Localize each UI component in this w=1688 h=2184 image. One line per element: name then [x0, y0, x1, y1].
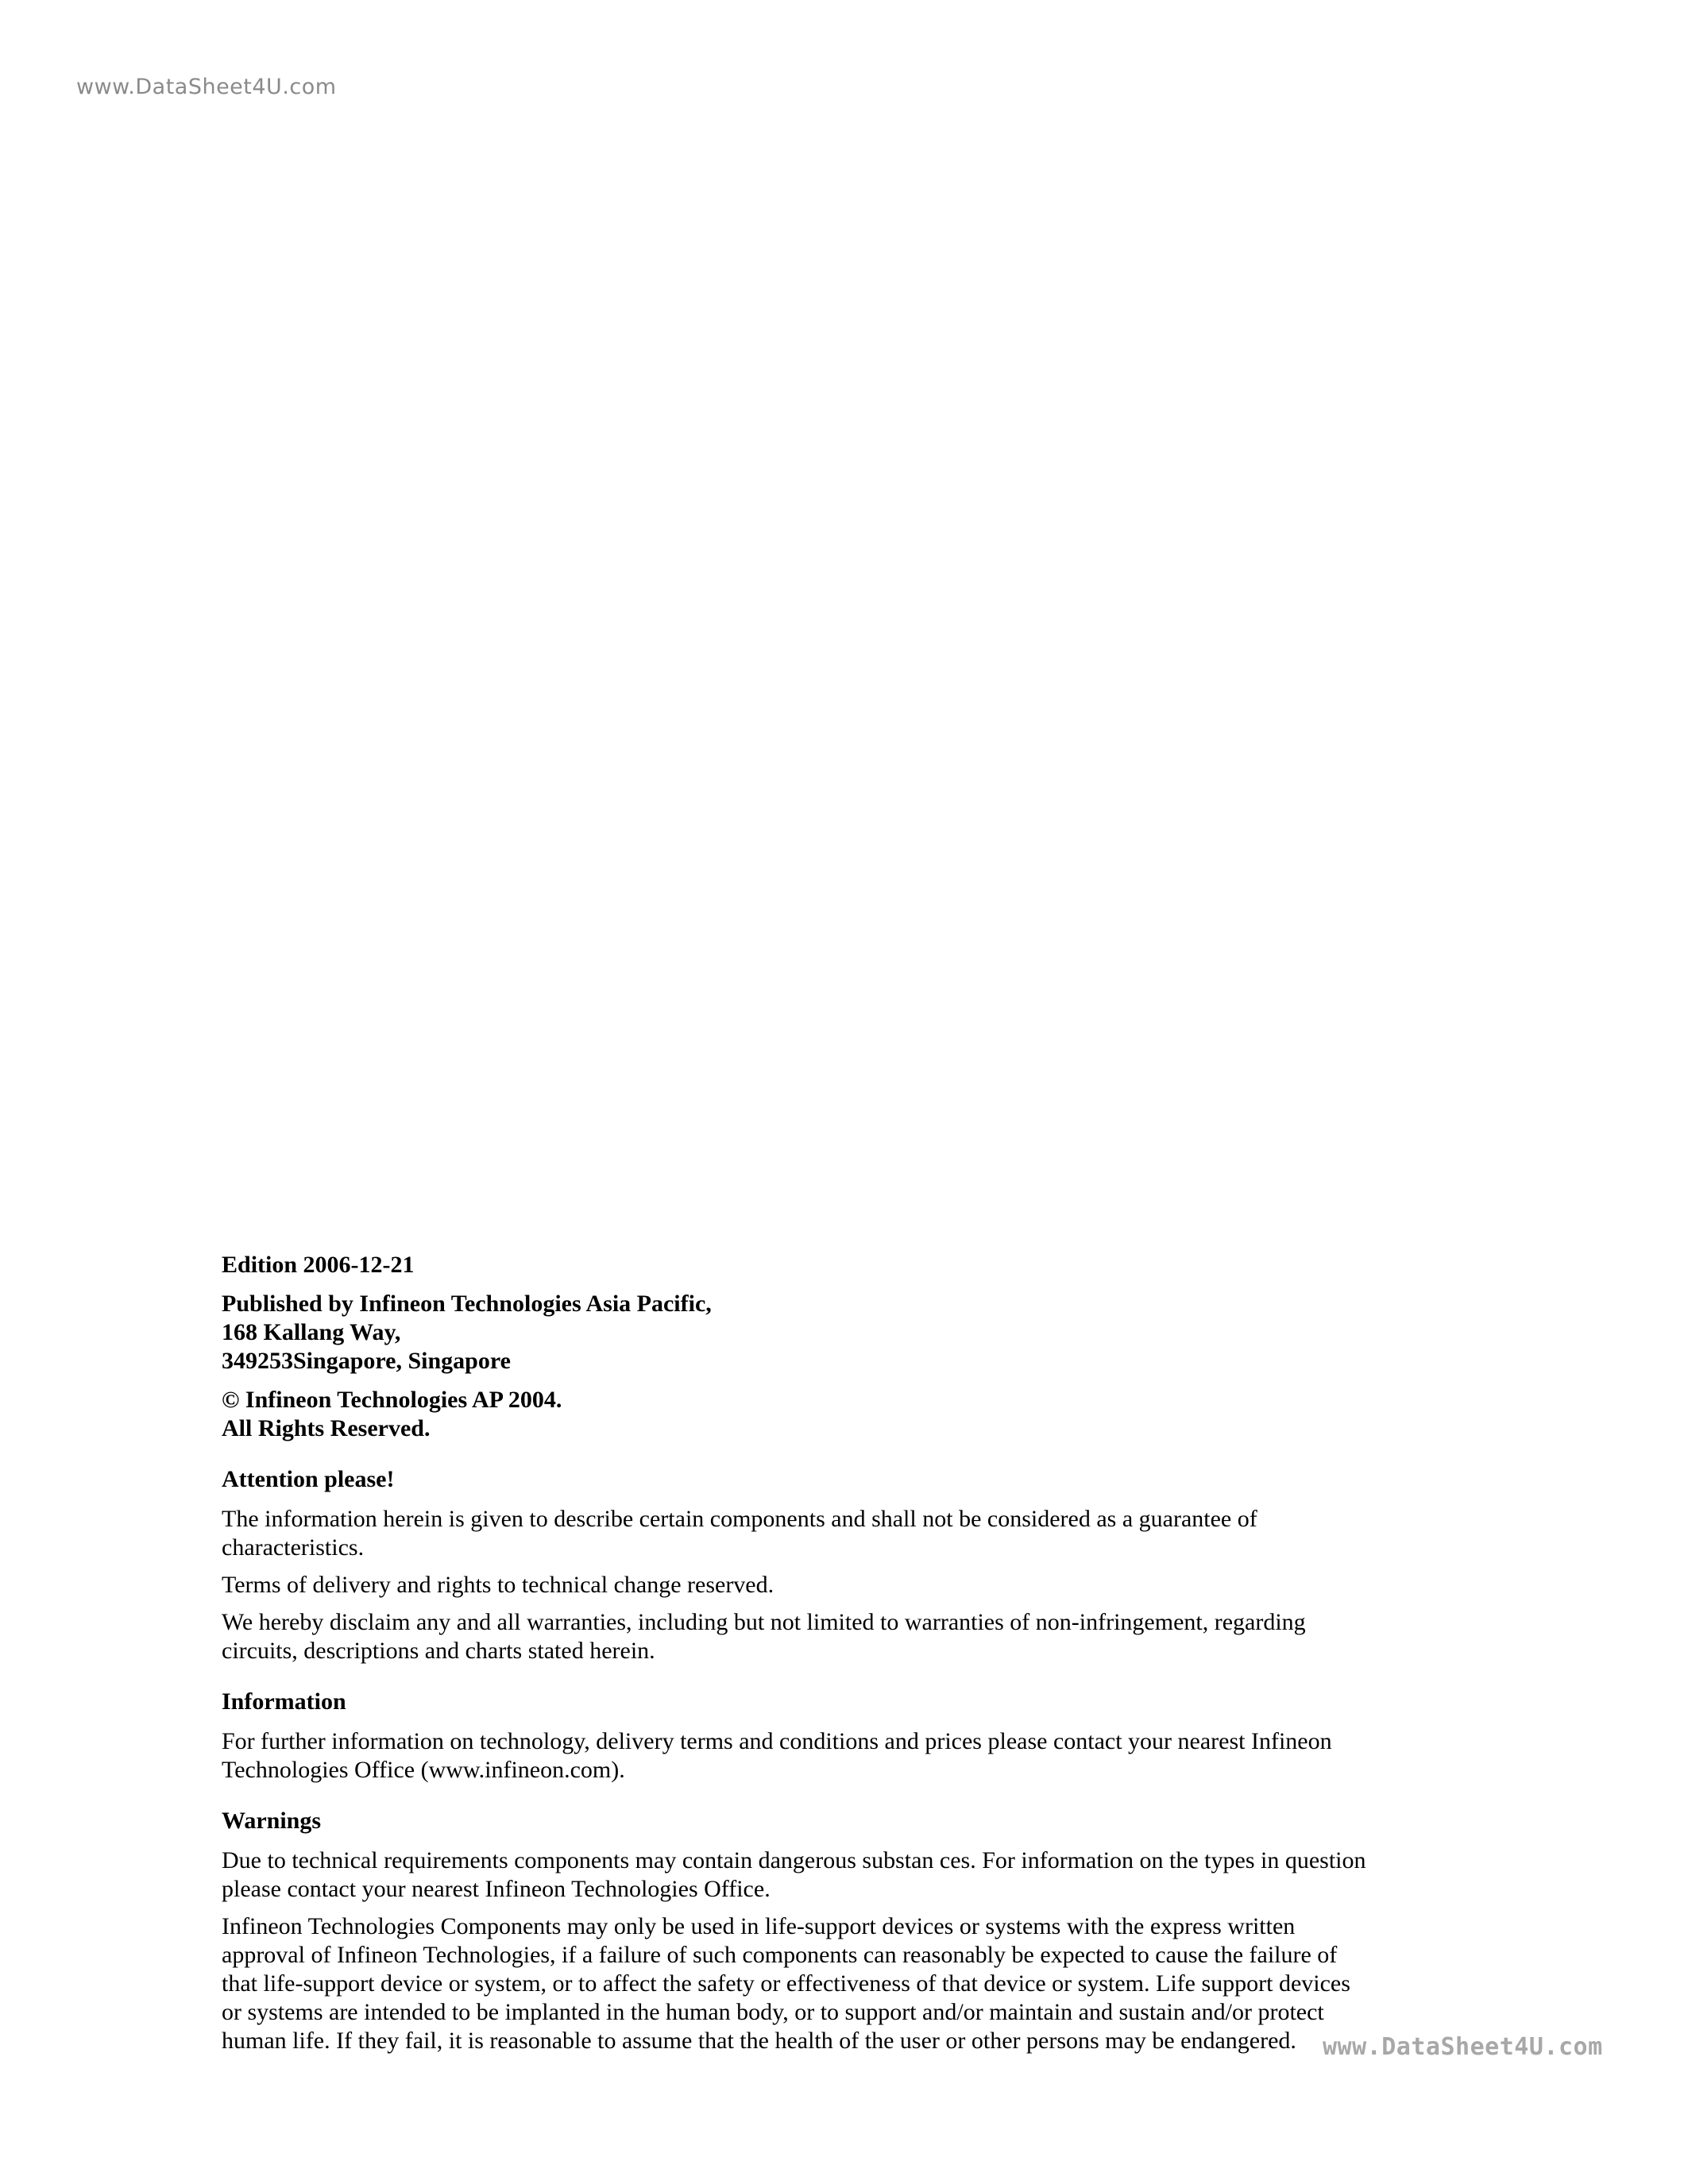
publisher-block	[222, 1290, 1477, 1376]
attention-paragraph	[222, 1505, 1477, 1562]
text-line: Infineon Technologies Components may only be used in life-support devices or systems with the express written	[222, 1913, 1296, 1939]
text-line: that life-support device or system, or to affect the safety or effectiveness of that device or system. Life support devices	[222, 1970, 1350, 1997]
warnings-heading: Warnings	[222, 1808, 322, 1834]
text-line: circuits, descriptions and charts stated herein.	[222, 1638, 655, 1664]
text-line: Technologies Office (www.infineon.com).	[222, 1757, 625, 1783]
copyright-line: All Rights Reserved.	[222, 1415, 431, 1441]
edition-line: Edition 2006-12-21	[222, 1252, 415, 1278]
text-line: characteristics.	[222, 1534, 365, 1561]
publisher-line: 349253Singapore, Singapore	[222, 1348, 511, 1374]
text-line: or systems are intended to be implanted in the human body, or to support and/or maintain and sustain and/or protect	[222, 1999, 1324, 2025]
attention-paragraph	[222, 1608, 1477, 1665]
text-line: For further information on technology, delivery terms and conditions and prices please contact your nearest Infineon	[222, 1728, 1332, 1754]
warnings-paragraph	[222, 1912, 1477, 2055]
text-line: human life. If they fail, it is reasonable to assume that the health of the user or other persons may be endangered.	[222, 2028, 1296, 2054]
text-line: Due to technical requirements components may contain dangerous substan ces. For information on the types in question	[222, 1847, 1366, 1873]
attention-paragraph	[222, 1571, 1477, 1599]
watermark-top: www.DataSheet4U.com	[76, 75, 337, 99]
text-line: Terms of delivery and rights to technical change reserved.	[222, 1572, 774, 1598]
text-line: please contact your nearest Infineon Technologies Office.	[222, 1876, 771, 1902]
copyright-line: © Infineon Technologies AP 2004.	[222, 1387, 562, 1413]
warnings-paragraph	[222, 1846, 1477, 1904]
text-line: The information herein is given to describe certain components and shall not be considered as a guarantee of	[222, 1506, 1257, 1532]
imprint-block	[222, 1251, 1477, 2055]
publisher-line: Published by Infineon Technologies Asia Pacific,	[222, 1291, 712, 1317]
publisher-line: 168 Kallang Way,	[222, 1319, 401, 1345]
copyright-block	[222, 1386, 1477, 1443]
text-line: We hereby disclaim any and all warranties, including but not limited to warranties of non-infringement, regarding	[222, 1609, 1306, 1635]
attention-heading: Attention please!	[222, 1466, 395, 1492]
text-line: approval of Infineon Technologies, if a failure of such components can reasonably be expected to cause the failure of	[222, 1942, 1338, 1968]
watermark-bottom: www.DataSheet4U.com	[1323, 2033, 1603, 2061]
information-heading: Information	[222, 1688, 346, 1715]
information-paragraph	[222, 1727, 1477, 1785]
